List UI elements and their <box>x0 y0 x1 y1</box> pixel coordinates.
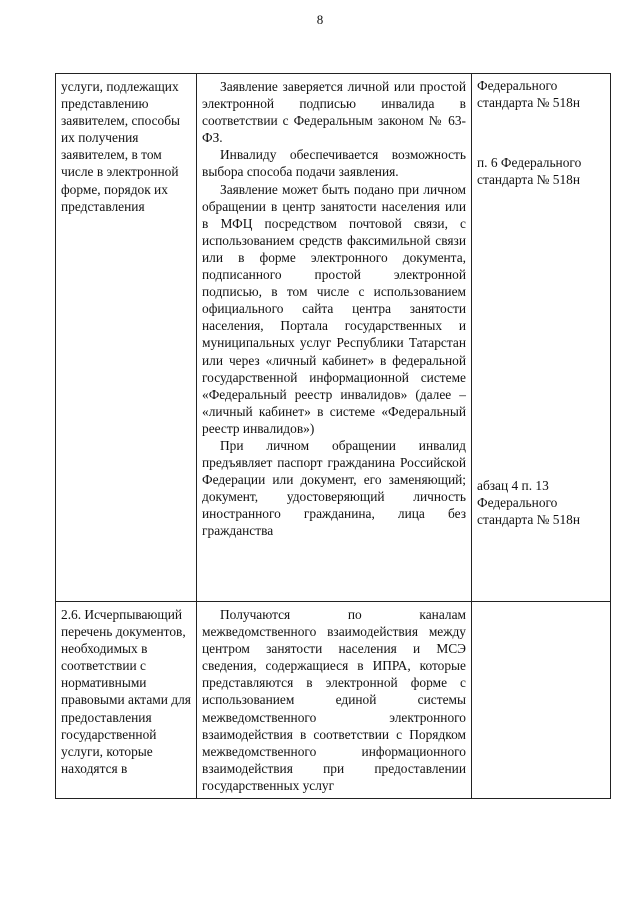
content-cell <box>197 602 472 799</box>
legal-reference: абзац 4 п. 13 Федерального стандарта № 518н <box>477 478 581 528</box>
content-paragraph: Получаются по каналам межведомственного взаимодействия между центром занятости населения и МСЭ сведения, содержащиеся в ИПРА, которые представляются в электронной форме с использованием единой системы межведомственного электронного взаимодействия в соответствии с Порядком межведомственного информационного взаимодействия при предоставлении государственных услуг <box>202 607 466 793</box>
content-paragraph: Заявление заверяется личной или простой электронной подписью инвалида в соответствии с Федеральным законом № 63-ФЗ. <box>202 79 466 146</box>
content-paragraph: При личном обращении инвалид предъявляет паспорт гражданина Российской Федерации или документ, его заменяющий; документ, удостоверяющий личность иностранного гражданина, лица без гражданства <box>202 437 466 539</box>
reference-cell <box>472 74 611 602</box>
requirement-text: 2.6. Исчерпывающий перечень документов, необходимых в соответствии с нормативными правовыми актами для предоставления государственной услуги, которые находятся в <box>61 607 191 776</box>
content-cell <box>197 74 472 602</box>
requirement-cell <box>56 602 197 799</box>
regulation-table <box>55 73 611 799</box>
reference-cell <box>472 602 611 799</box>
table-row <box>56 74 611 602</box>
page-number: 8 <box>316 12 324 27</box>
legal-reference: п. 6 Федерального стандарта № 518н <box>477 155 582 188</box>
table-row <box>56 602 611 799</box>
legal-reference: Федерального стандарта № 518н <box>477 78 581 111</box>
content-paragraph: Заявление может быть подано при личном обращении в центр занятости населения или в МФЦ посредством почтовой связи, с использованием средств факсимильной связи или в форме электронного документа, подписанного простой электронной подписью, в том числе с использованием официального сайта центра занятости населения, Портала государственных и муниципальных услуг Республики Татарстан или через «личный кабинет» в федеральной государственной информационной системе «Федеральный реестр инвалидов» (далее – «личный кабинет» в системе «Федеральный реестр инвалидов») <box>202 181 466 436</box>
requirement-text: услуги, подлежащих представлению заявителем, способы их получения заявителем, в том числе в электронной форме, порядок их представления <box>61 79 181 214</box>
requirement-cell <box>56 74 197 602</box>
content-paragraph: Инвалиду обеспечивается возможность выбора способа подачи заявления. <box>202 147 466 180</box>
